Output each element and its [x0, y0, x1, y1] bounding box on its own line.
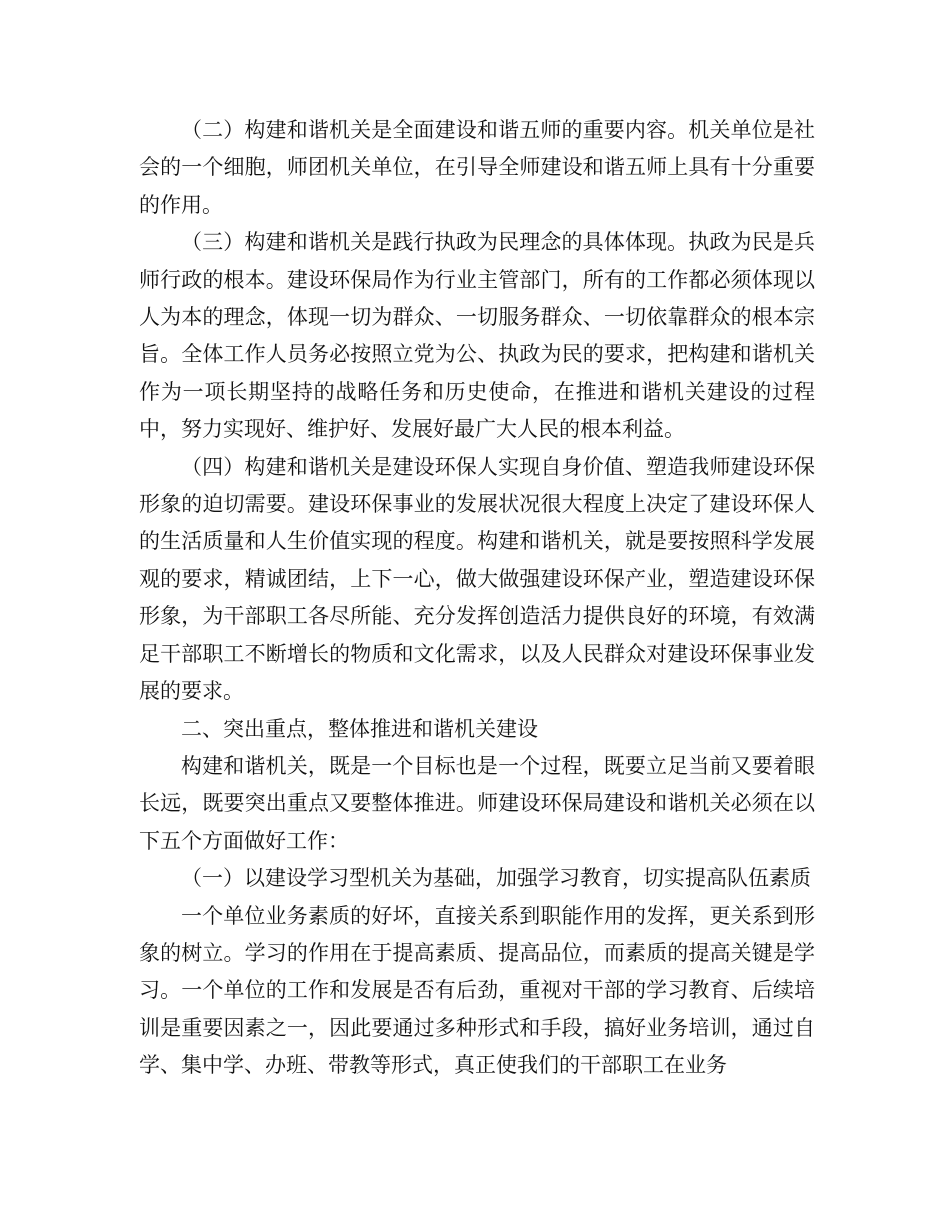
section-heading-two: 二、突出重点，整体推进和谐机关建设: [181, 716, 538, 741]
paragraph-business-quality: 一个单位业务素质的好坏，直接关系到职能作用的发挥，更关系到形象的树立。学习的作用在于提高素质、提高品位，而素质的提高关键是学习。一个单位的工作和发展是否有后劲，重视对干部的学习教育、后续培训是重要因素之一，因此要通过多种形式和手段，搞好业务培训，通过自学、集中学、办班、带教等形式，真正使我们的干部职工在业务: [139, 903, 815, 1078]
paragraph-harmony-wushi: （二）构建和谐机关是全面建设和谐五师的重要内容。机关单位是社会的一个细胞，师团机关单位，在引导全师建设和谐五师上具有十分重要的作用。: [139, 118, 815, 217]
paragraph-self-value: （四）构建和谐机关是建设环保人实现自身价值、塑造我师建设环保形象的迫切需要。建设环保事业的发展状况很大程度上决定了建设环保人的生活质量和人生价值实现的程度。构建和谐机关，就是要按照科学发展观的要求，精诚团结，上下一心，做大做强建设环保产业，塑造建设环保形象，为干部职工各尽所能、充分发挥创造活力提供良好的环境，有效满足干部职工不断增长的物质和文化需求，以及人民群众对建设环保事业发展的要求。: [139, 454, 815, 704]
paragraph-five-aspects: 构建和谐机关，既是一个目标也是一个过程，既要立足当前又要着眼长远，既要突出重点又要整体推进。师建设环保局建设和谐机关必须在以下五个方面做好工作：: [139, 753, 815, 853]
document-body: [139, 112, 815, 1085]
subheading-learning-organization: （一）以建设学习型机关为基础，加强学习教育，切实提高队伍素质: [181, 866, 811, 891]
paragraph-people-oriented: （三）构建和谐机关是践行执政为民理念的具体体现。执政为民是兵师行政的根本。建设环保局作为行业主管部门，所有的工作都必须体现以人为本的理念，体现一切为群众、一切服务群众、一切依靠群众的根本宗旨。全体工作人员务必按照立党为公、执政为民的要求，把构建和谐机关作为一项长期坚持的战略任务和历史使命，在推进和谐机关建设的过程中，努力实现好、维护好、发展好最广大人民的根本利益。: [139, 230, 815, 442]
